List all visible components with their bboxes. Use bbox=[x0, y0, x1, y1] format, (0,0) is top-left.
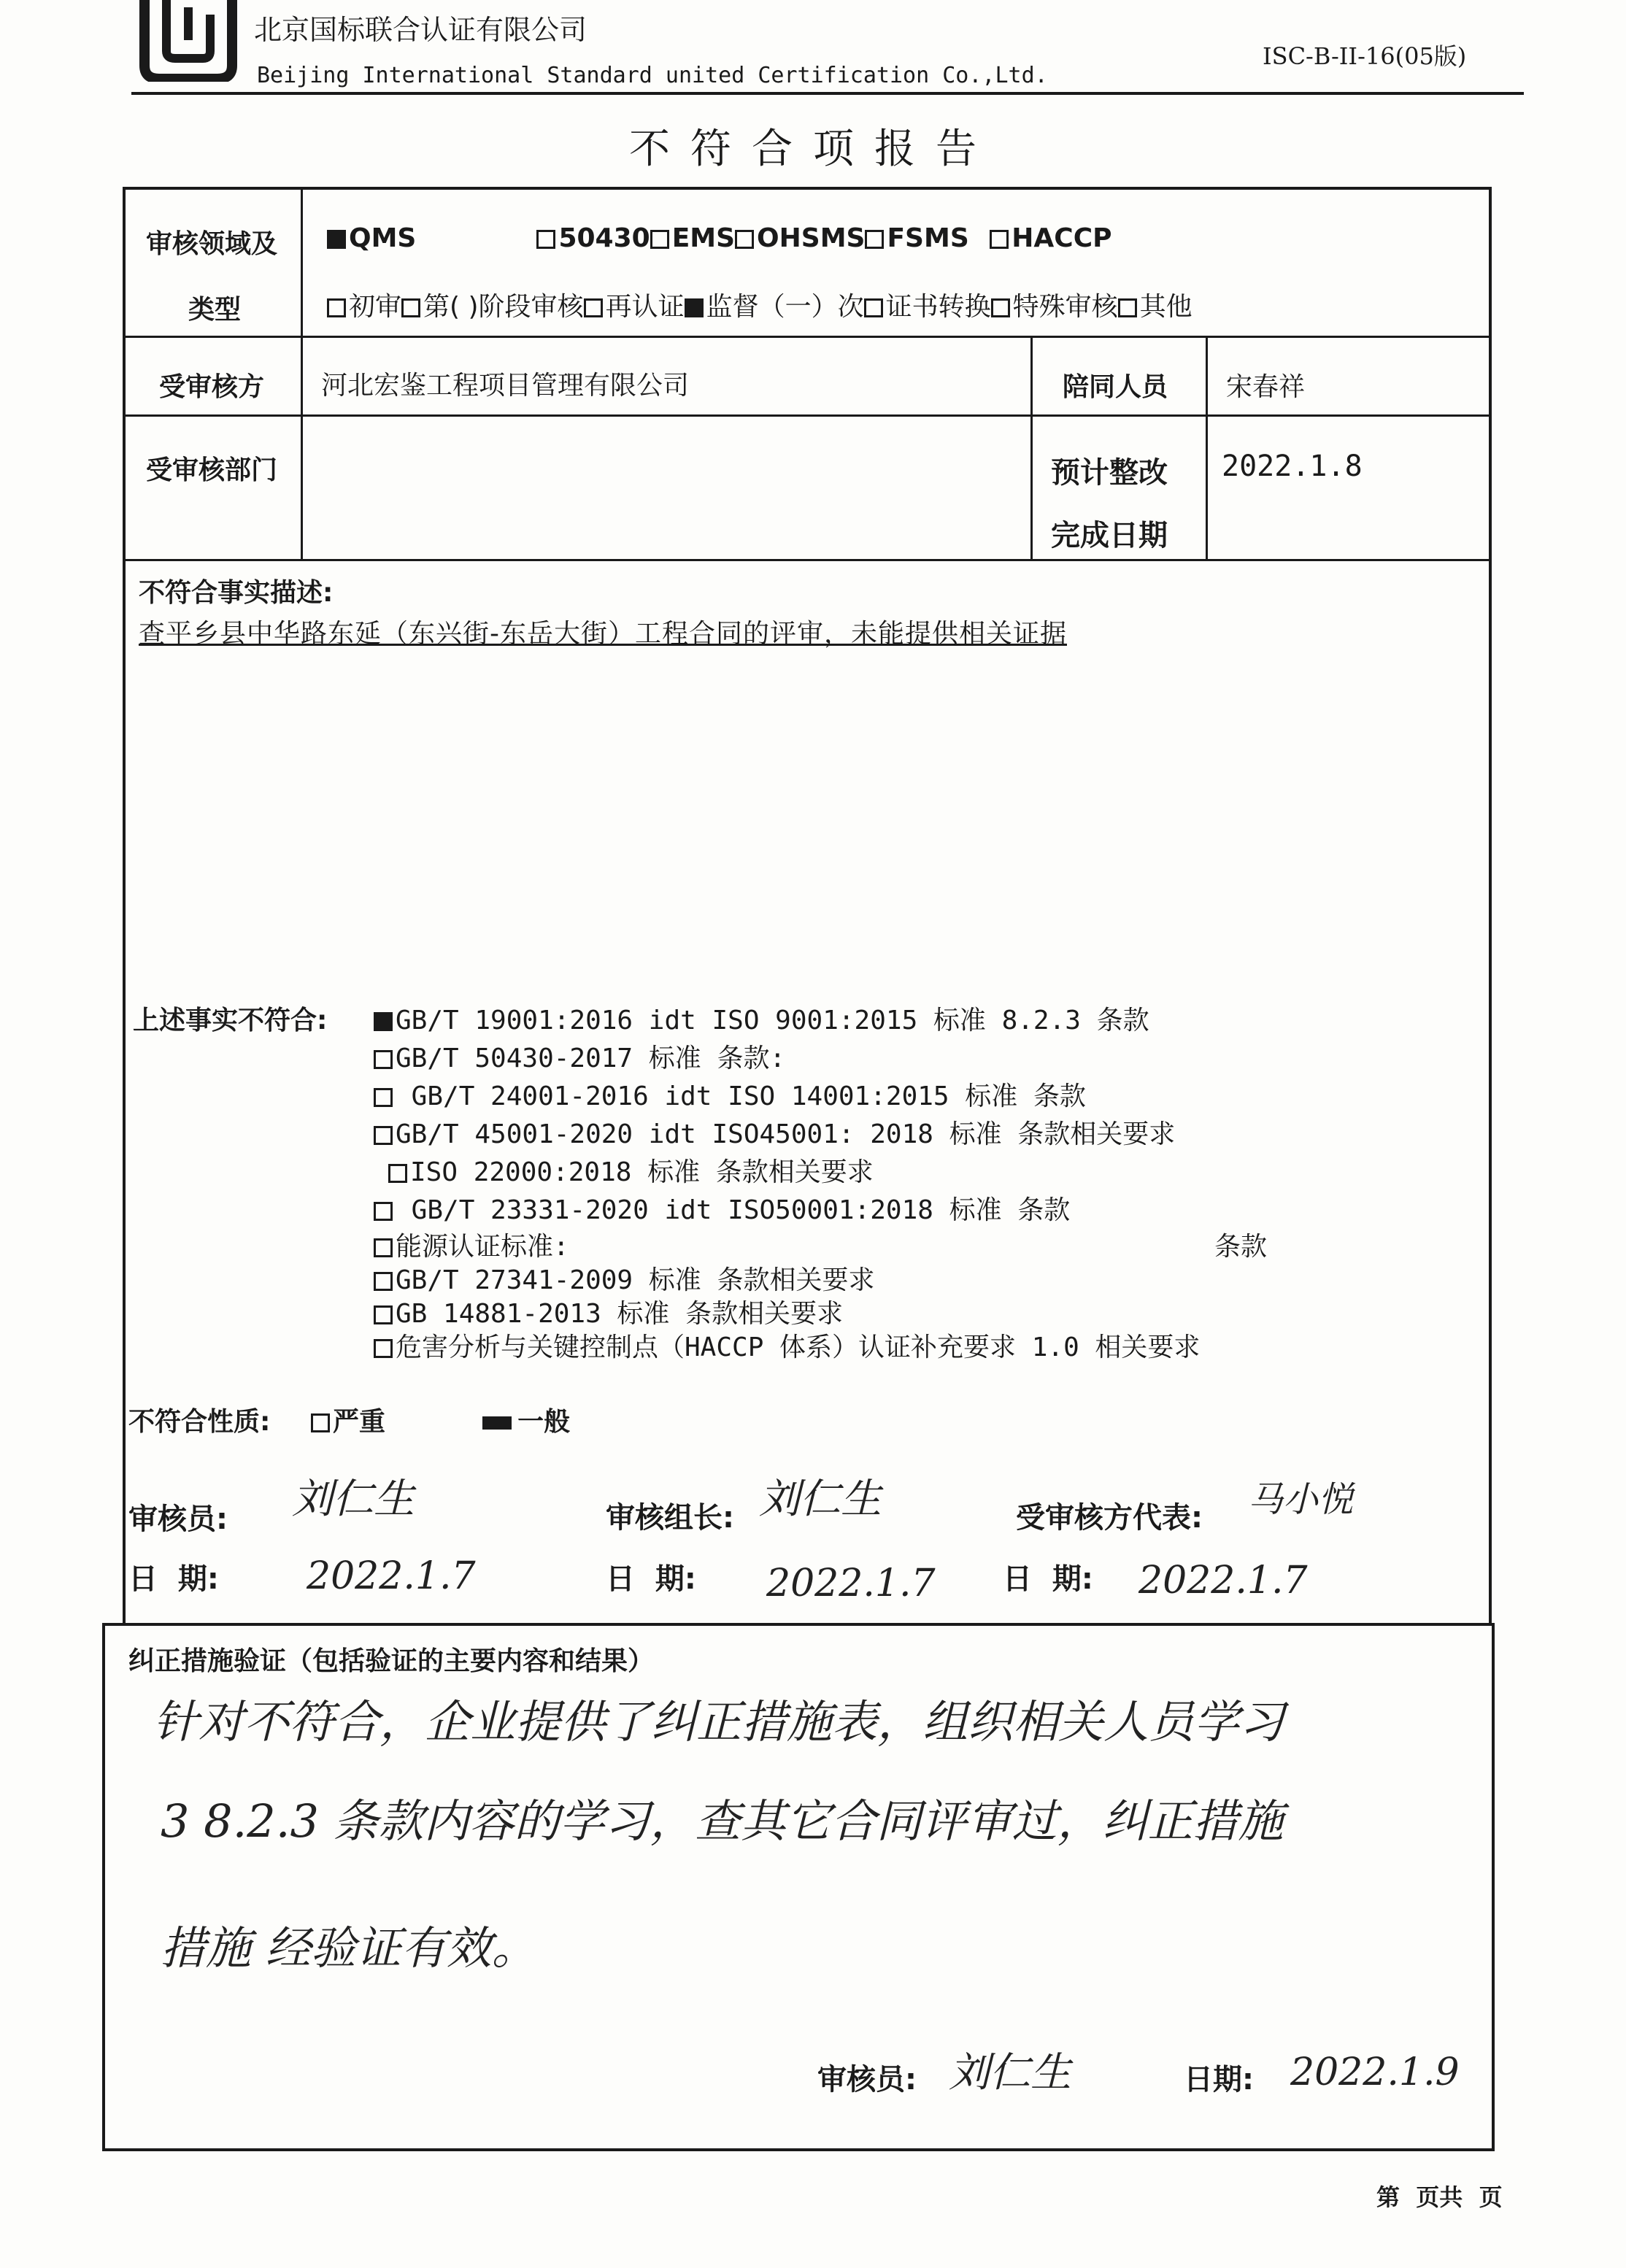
audit-scope-label-1: 审核领域及 bbox=[146, 229, 278, 259]
p50430-label: 50430 bbox=[558, 223, 650, 253]
ohsms-checkbox[interactable] bbox=[735, 230, 754, 249]
verification-text-line1: 针对不符合，企业提供了纠正措施表，组织相关人员学习 bbox=[153, 1695, 1285, 1748]
standard-text: GB/T 24001-2016 idt ISO 14001:2015 标准 条款 bbox=[396, 1081, 1086, 1111]
row-divider bbox=[123, 336, 1492, 338]
table-border-right bbox=[1489, 187, 1492, 1623]
company-name-en: Beijing International Standard united Certification Co.,Ltd. bbox=[257, 63, 1048, 88]
other-label: 其他 bbox=[1139, 292, 1192, 322]
transfer-checkbox[interactable] bbox=[864, 298, 883, 317]
ohsms-label: OHSMS bbox=[757, 223, 866, 253]
report-title: 不符合项报告 bbox=[629, 126, 997, 173]
row-divider bbox=[123, 559, 1492, 561]
column-divider bbox=[1030, 336, 1033, 559]
standard-text: GB/T 23331-2020 idt ISO50001:2018 标准 条款 bbox=[396, 1195, 1071, 1225]
column-divider bbox=[301, 187, 303, 559]
standard-text: ISO 22000:2018 标准 条款相关要求 bbox=[410, 1157, 874, 1187]
p50430-checkbox[interactable] bbox=[536, 230, 555, 249]
table-border-left bbox=[123, 187, 126, 1623]
facts-text: 查平乡县中华路东延（东兴街-东岳大街）工程合同的评审，未能提供相关证据 bbox=[139, 619, 1067, 649]
due-date-label-2: 完成日期 bbox=[1051, 519, 1168, 552]
standard-checkbox[interactable] bbox=[374, 1202, 393, 1221]
standard-item bbox=[374, 1260, 874, 1297]
nonconform-label: 上述事实不符合: bbox=[133, 1006, 328, 1035]
standard-item bbox=[374, 1226, 569, 1263]
standard-text: 危害分析与关键控制点（HACCP 体系）认证补充要求 1.0 相关要求 bbox=[396, 1332, 1201, 1362]
ems-checkbox[interactable] bbox=[650, 230, 669, 249]
column-divider bbox=[1206, 336, 1208, 559]
transfer-label: 证书转换 bbox=[885, 292, 991, 322]
due-date-value: 2022.1.8 bbox=[1222, 450, 1363, 483]
standard-checkbox[interactable] bbox=[374, 1339, 393, 1358]
ems-label: EMS bbox=[671, 223, 736, 253]
haccp-checkbox[interactable] bbox=[990, 230, 1009, 249]
verification-label: 纠正措施验证（包括验证的主要内容和结果） bbox=[128, 1646, 655, 1676]
qms-label: QMS bbox=[349, 223, 417, 253]
standard-checkbox[interactable] bbox=[374, 1272, 393, 1291]
recert-checkbox[interactable] bbox=[584, 298, 603, 317]
facts-label: 不符合事实描述: bbox=[139, 578, 334, 608]
auditor-signature: 刘仁生 bbox=[292, 1476, 415, 1523]
standard-text: GB 14881-2013 标准 条款相关要求 bbox=[396, 1299, 844, 1329]
standard-item bbox=[374, 1076, 1086, 1113]
auditor-date: 2022.1.7 bbox=[307, 1554, 476, 1598]
verification-text-line2: 3 8.2.3 条款内容的学习，查其它合同评审过，纠正措施 bbox=[161, 1794, 1284, 1848]
audit-scope-label-2: 类型 bbox=[188, 295, 242, 325]
rep-label: 受审核方代表: bbox=[1016, 1501, 1203, 1535]
special-audit-checkbox[interactable] bbox=[991, 298, 1010, 317]
verification-auditor-signature: 刘仁生 bbox=[949, 2049, 1071, 2097]
date-label: 日 期: bbox=[1003, 1562, 1093, 1596]
leader-signature: 刘仁生 bbox=[759, 1476, 882, 1523]
standard-item bbox=[374, 1038, 785, 1075]
stage-audit-checkbox[interactable] bbox=[401, 298, 420, 317]
standard-item bbox=[374, 1000, 1149, 1037]
standard-text: 能源认证标准: bbox=[396, 1232, 569, 1262]
company-name-cn: 北京国标联合认证有限公司 bbox=[254, 14, 587, 46]
general-label: 一般 bbox=[517, 1407, 571, 1437]
surveillance-label: 监督（一）次 bbox=[706, 292, 864, 322]
recert-label: 再认证 bbox=[605, 292, 685, 322]
row-divider bbox=[123, 414, 1492, 417]
qms-checkbox[interactable] bbox=[327, 230, 346, 249]
initial-audit-label: 初审 bbox=[349, 292, 402, 322]
standard-checkbox[interactable] bbox=[388, 1164, 407, 1183]
date-label: 日 期: bbox=[606, 1562, 696, 1596]
verification-text-line3: 措施 经验证有效。 bbox=[161, 1921, 537, 1975]
escort-label: 陪同人员 bbox=[1063, 372, 1168, 402]
standard-checkbox[interactable] bbox=[374, 1050, 393, 1069]
standard-checkbox[interactable] bbox=[374, 1088, 393, 1107]
standard-item bbox=[374, 1327, 1200, 1364]
verification-auditor-label: 审核员: bbox=[817, 2063, 917, 2097]
verification-top-border bbox=[102, 1623, 1495, 1626]
verification-date-label: 日期: bbox=[1184, 2063, 1254, 2097]
rep-date: 2022.1.7 bbox=[1138, 1559, 1308, 1602]
verification-date: 2022.1.9 bbox=[1290, 2051, 1460, 2094]
haccp-label: HACCP bbox=[1012, 223, 1112, 253]
standard-text: GB/T 45001-2020 idt ISO45001: 2018 标准 条款相关要求 bbox=[396, 1119, 1176, 1149]
date-label: 日 期: bbox=[128, 1562, 219, 1596]
standard-text: GB/T 50430-2017 标准 条款: bbox=[396, 1044, 786, 1073]
verification-left-border bbox=[102, 1623, 105, 2151]
general-checkbox-mark[interactable] bbox=[482, 1416, 512, 1430]
nature-options bbox=[311, 1401, 570, 1438]
audit-scope-line1 bbox=[327, 223, 1112, 253]
standard-checkbox[interactable] bbox=[374, 1012, 393, 1031]
verification-right-border bbox=[1492, 1623, 1495, 2151]
other-checkbox[interactable] bbox=[1118, 298, 1137, 317]
verification-bottom-border bbox=[102, 2148, 1495, 2151]
special-audit-label: 特殊审核 bbox=[1012, 292, 1118, 322]
company-logo bbox=[137, 0, 239, 82]
standard-item bbox=[388, 1152, 874, 1189]
standard-text: GB/T 19001:2016 idt ISO 9001:2015 标准 8.2.3 条款 bbox=[396, 1006, 1149, 1035]
standard-item bbox=[374, 1293, 843, 1330]
standard-checkbox[interactable] bbox=[374, 1126, 393, 1145]
fsms-label: FSMS bbox=[887, 223, 969, 253]
serious-label: 严重 bbox=[333, 1407, 386, 1437]
standard-checkbox[interactable] bbox=[374, 1305, 393, 1324]
surveillance-checkbox[interactable] bbox=[685, 298, 704, 317]
audit-scope-line2 bbox=[327, 286, 1192, 323]
auditor-label: 审核员: bbox=[128, 1503, 228, 1536]
header-rule bbox=[131, 92, 1524, 95]
standard-item bbox=[374, 1189, 1070, 1227]
fsms-checkbox[interactable] bbox=[865, 230, 884, 249]
leader-label: 审核组长: bbox=[606, 1501, 734, 1535]
table-border-top bbox=[123, 187, 1492, 190]
department-label: 受审核部门 bbox=[146, 455, 278, 485]
rep-signature: 马小悦 bbox=[1248, 1479, 1354, 1520]
auditee-label: 受审核方 bbox=[159, 372, 265, 402]
energy-clause: 条款 bbox=[1214, 1232, 1268, 1262]
standard-checkbox[interactable] bbox=[374, 1238, 393, 1257]
initial-audit-checkbox[interactable] bbox=[327, 298, 346, 317]
leader-date: 2022.1.7 bbox=[766, 1562, 936, 1605]
standard-item bbox=[374, 1114, 1175, 1151]
page-number: 第 页共 页 bbox=[1376, 2183, 1503, 2211]
standard-text: GB/T 27341-2009 标准 条款相关要求 bbox=[396, 1265, 875, 1295]
nature-label: 不符合性质: bbox=[128, 1407, 271, 1437]
stage-audit-label: 第( )阶段审核 bbox=[423, 292, 584, 322]
escort-value: 宋春祥 bbox=[1226, 372, 1306, 402]
serious-checkbox[interactable] bbox=[311, 1413, 330, 1432]
auditee-value: 河北宏鉴工程项目管理有限公司 bbox=[321, 371, 690, 401]
due-date-label-1: 预计整改 bbox=[1051, 456, 1168, 490]
document-code: ISC-B-II-16(05版) bbox=[1263, 42, 1467, 70]
